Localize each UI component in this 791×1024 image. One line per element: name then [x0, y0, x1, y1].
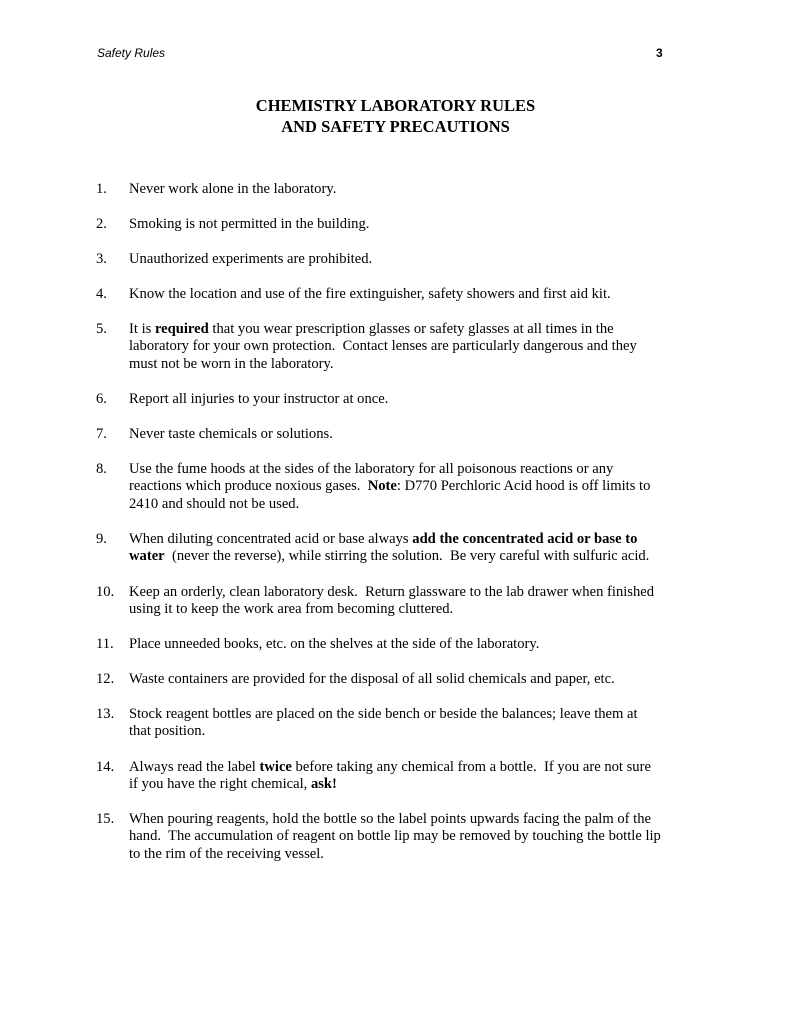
rule-text-line	[129, 356, 706, 373]
rule-text-line	[129, 531, 706, 548]
rule-text-run: hand. The accumulation of reagent on bottle lip may be removed by touching the bottle lip	[129, 828, 661, 845]
rule-text-run: Place unneeded books, etc. on the shelves at the side of the laboratory.	[129, 636, 540, 652]
rule-text	[129, 584, 706, 619]
rule-text-line	[129, 811, 706, 828]
rule-text-run: Smoking is not permitted in the building.	[129, 216, 370, 232]
rule-number: 10.	[96, 584, 115, 600]
rule-emphasis: ask!	[310, 776, 337, 793]
rule-text-run: Always read the label	[129, 759, 260, 775]
rule-text-line	[129, 723, 706, 740]
rule-text	[129, 811, 706, 863]
rule-number: 6.	[96, 391, 107, 407]
rule-text-run: Report all injuries to your instructor at once.	[129, 391, 389, 407]
rule-text-line	[129, 548, 706, 565]
rule-text-run: When pouring reagents, hold the bottle so the label points upwards facing the palm of the	[129, 811, 651, 827]
rule-text-line	[129, 426, 706, 443]
rule-number: 15.	[96, 811, 115, 827]
rule-emphasis: add the concentrated acid or base to	[412, 531, 638, 547]
rule-number: 14.	[96, 759, 115, 775]
page-number: 3	[656, 46, 663, 60]
rule-text-run: Use the fume hoods at the sides of the laboratory for all poisonous reactions or any	[129, 461, 614, 477]
rule-text-run: Unauthorized experiments are prohibited.	[129, 251, 373, 267]
rule-number: 2.	[96, 216, 107, 232]
rule-text	[129, 286, 706, 303]
rule-text-line	[129, 584, 706, 601]
rule-number: 1.	[96, 181, 107, 197]
rule-text-line	[129, 828, 706, 845]
rule-text-line	[129, 391, 706, 408]
rule-text-run: 2410 and should not be used.	[129, 495, 300, 512]
rule-text-line	[129, 251, 706, 268]
rule-number: 3.	[96, 251, 107, 267]
rule-text-line	[129, 846, 706, 863]
rule-text	[129, 216, 706, 233]
rule-emphasis: Note	[367, 478, 397, 495]
rule-text-run: that you wear prescription glasses or safety glasses at all times in the	[208, 321, 614, 337]
rule-emphasis: required	[154, 321, 209, 337]
rule-text	[129, 531, 706, 566]
rule-emphasis: twice	[259, 759, 292, 775]
rule-text-run: if you have the right chemical,	[129, 776, 311, 793]
rule-text-line	[129, 601, 706, 618]
rule-text-run: Know the location and use of the fire extinguisher, safety showers and first aid kit.	[129, 286, 611, 302]
rule-text-line	[129, 286, 706, 303]
rule-number: 13.	[96, 706, 115, 722]
rule-text	[129, 671, 706, 688]
rule-number: 7.	[96, 426, 107, 442]
rule-text	[129, 181, 706, 198]
rule-text-run: using it to keep the work area from becoming cluttered.	[129, 601, 454, 618]
document-title-line-2: AND SAFETY PRECAUTIONS	[281, 117, 510, 136]
rule-text-run: Never work alone in the laboratory.	[129, 181, 337, 197]
rule-text-run: Keep an orderly, clean laboratory desk. Return glassware to the lab drawer when finished	[129, 584, 655, 600]
rule-number: 4.	[96, 286, 107, 302]
rule-text-run: (never the reverse), while stirring the solution. Be very careful with sulfuric acid.	[164, 548, 650, 565]
document-title-line-1: CHEMISTRY LABORATORY RULES	[255, 96, 536, 115]
rule-text-line	[129, 461, 706, 478]
rule-text-run: reactions which produce noxious gases.	[129, 478, 368, 495]
rule-number: 5.	[96, 321, 107, 337]
rule-number: 9.	[96, 531, 107, 547]
rule-text-line	[129, 478, 706, 495]
rule-number: 8.	[96, 461, 107, 477]
rule-text-run: It is	[129, 321, 155, 337]
rule-number: 12.	[96, 671, 115, 687]
rule-text-line	[129, 671, 706, 688]
rule-text	[129, 321, 706, 373]
rule-text-line	[129, 759, 706, 776]
rule-text-run: laboratory for your own protection. Contact lenses are particularly dangerous and they	[129, 338, 637, 355]
rule-text	[129, 251, 706, 268]
rule-text-run: : D770 Perchloric Acid hood is off limits to	[396, 478, 651, 495]
rule-text-run: must not be worn in the laboratory.	[129, 355, 334, 372]
rule-text-line	[129, 496, 706, 513]
rule-text-run: that position.	[129, 723, 206, 740]
rule-text-run: before taking any chemical from a bottle. If you are not sure	[291, 759, 651, 775]
rule-text-run: to the rim of the receiving vessel.	[129, 845, 324, 862]
rule-text-run: Waste containers are provided for the disposal of all solid chemicals and paper, etc.	[129, 671, 615, 687]
rule-text	[129, 461, 706, 513]
rule-text	[129, 636, 706, 653]
rule-text	[129, 391, 706, 408]
rule-text-run: Stock reagent bottles are placed on the side bench or beside the balances; leave them at	[129, 706, 638, 722]
rule-text-line	[129, 216, 706, 233]
rule-text-run: When diluting concentrated acid or base always	[129, 531, 413, 547]
rule-text	[129, 759, 706, 794]
rule-text-line	[129, 321, 706, 338]
rule-text-line	[129, 706, 706, 723]
rule-text-run: Never taste chemicals or solutions.	[129, 426, 333, 442]
rule-number: 11.	[96, 636, 114, 652]
rule-emphasis: water	[129, 548, 165, 565]
rule-text-line	[129, 338, 706, 355]
rule-text	[129, 426, 706, 443]
rule-text	[129, 706, 706, 741]
rule-text-line	[129, 636, 706, 653]
rule-text-line	[129, 776, 706, 793]
rule-text-line	[129, 181, 706, 198]
running-header-section: Safety Rules	[97, 46, 166, 60]
